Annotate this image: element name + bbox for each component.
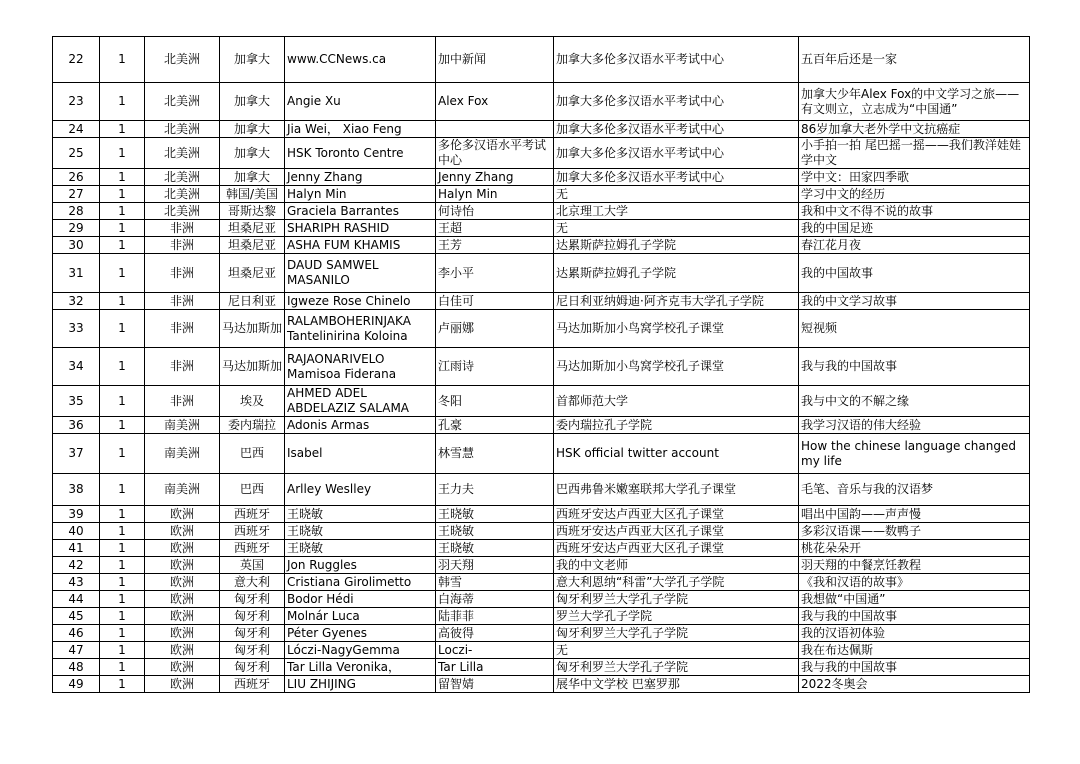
- row-number-cell: 48: [53, 659, 100, 676]
- author-cell: Angie Xu: [285, 83, 436, 121]
- country-cell: 匈牙利: [220, 625, 285, 642]
- table-row: [53, 474, 1030, 506]
- count-cell: 1: [100, 417, 145, 434]
- continent-cell: 欧洲: [145, 625, 220, 642]
- author-cell: HSK Toronto Centre: [285, 138, 436, 169]
- table-row: [53, 591, 1030, 608]
- work-title-cell: 我与我的中国故事: [799, 348, 1030, 386]
- row-number-cell: 32: [53, 293, 100, 310]
- author-cell: SHARIPH RASHID: [285, 220, 436, 237]
- country-cell: 英国: [220, 557, 285, 574]
- chinese-name-cell: 林雪慧: [436, 434, 554, 474]
- continent-cell: 欧洲: [145, 574, 220, 591]
- country-cell: 匈牙利: [220, 608, 285, 625]
- institution-cell: 西班牙安达卢西亚大区孔子课堂: [554, 506, 799, 523]
- continent-cell: 非洲: [145, 310, 220, 348]
- continent-cell: 欧洲: [145, 642, 220, 659]
- author-cell: RAJAONARIVELO Mamisoa Fiderana: [285, 348, 436, 386]
- country-cell: 韩国/美国: [220, 186, 285, 203]
- row-number-cell: 40: [53, 523, 100, 540]
- work-title-cell: 《我和汉语的故事》: [799, 574, 1030, 591]
- continent-cell: 北美洲: [145, 83, 220, 121]
- institution-cell: 达累斯萨拉姆孔子学院: [554, 237, 799, 254]
- continent-cell: 北美洲: [145, 37, 220, 83]
- table-row: [53, 237, 1030, 254]
- author-cell: Bodor Hédi: [285, 591, 436, 608]
- chinese-name-cell: [436, 121, 554, 138]
- continent-cell: 北美洲: [145, 186, 220, 203]
- table-row: [53, 121, 1030, 138]
- count-cell: 1: [100, 121, 145, 138]
- count-cell: 1: [100, 83, 145, 121]
- author-cell: Jia Wei， Xiao Feng: [285, 121, 436, 138]
- chinese-name-cell: 卢丽娜: [436, 310, 554, 348]
- country-cell: 哥斯达黎: [220, 203, 285, 220]
- table-row: [53, 434, 1030, 474]
- continent-cell: 欧洲: [145, 676, 220, 693]
- chinese-name-cell: 冬阳: [436, 386, 554, 417]
- author-cell: Halyn Min: [285, 186, 436, 203]
- chinese-name-cell: 王力夫: [436, 474, 554, 506]
- row-number-cell: 35: [53, 386, 100, 417]
- table-row: [53, 676, 1030, 693]
- work-title-cell: 羽天翔的中餐烹饪教程: [799, 557, 1030, 574]
- continent-cell: 欧洲: [145, 608, 220, 625]
- continent-cell: 南美洲: [145, 417, 220, 434]
- count-cell: 1: [100, 659, 145, 676]
- chinese-name-cell: 王芳: [436, 237, 554, 254]
- continent-cell: 非洲: [145, 237, 220, 254]
- table-row: [53, 254, 1030, 293]
- author-cell: RALAMBOHERINJAKA Tantelinirina Koloina: [285, 310, 436, 348]
- institution-cell: 西班牙安达卢西亚大区孔子课堂: [554, 540, 799, 557]
- work-title-cell: 春江花月夜: [799, 237, 1030, 254]
- count-cell: 1: [100, 186, 145, 203]
- count-cell: 1: [100, 574, 145, 591]
- institution-cell: 无: [554, 220, 799, 237]
- count-cell: 1: [100, 310, 145, 348]
- table-row: [53, 348, 1030, 386]
- country-cell: 西班牙: [220, 523, 285, 540]
- country-cell: 匈牙利: [220, 642, 285, 659]
- institution-cell: 我的中文老师: [554, 557, 799, 574]
- chinese-name-cell: 留智婧: [436, 676, 554, 693]
- country-cell: 加拿大: [220, 138, 285, 169]
- work-title-cell: 我的中国足迹: [799, 220, 1030, 237]
- count-cell: 1: [100, 523, 145, 540]
- institution-cell: 加拿大多伦多汉语水平考试中心: [554, 83, 799, 121]
- table-row: [53, 523, 1030, 540]
- chinese-name-cell: 王晓敏: [436, 506, 554, 523]
- row-number-cell: 44: [53, 591, 100, 608]
- country-cell: 坦桑尼亚: [220, 220, 285, 237]
- chinese-name-cell: 白佳可: [436, 293, 554, 310]
- count-cell: 1: [100, 37, 145, 83]
- institution-cell: 意大利恩纳“科雷”大学孔子学院: [554, 574, 799, 591]
- chinese-name-cell: 陆菲菲: [436, 608, 554, 625]
- institution-cell: 尼日利亚纳姆迪·阿齐克韦大学孔子学院: [554, 293, 799, 310]
- work-title-cell: 我与中文的不解之缘: [799, 386, 1030, 417]
- continent-cell: 欧洲: [145, 659, 220, 676]
- institution-cell: 无: [554, 186, 799, 203]
- work-title-cell: 我的汉语初体验: [799, 625, 1030, 642]
- institution-cell: 加拿大多伦多汉语水平考试中心: [554, 169, 799, 186]
- chinese-name-cell: Halyn Min: [436, 186, 554, 203]
- author-cell: AHMED ADEL ABDELAZIZ SALAMA: [285, 386, 436, 417]
- chinese-name-cell: 白海蒂: [436, 591, 554, 608]
- continent-cell: 欧洲: [145, 523, 220, 540]
- institution-cell: 加拿大多伦多汉语水平考试中心: [554, 37, 799, 83]
- row-number-cell: 38: [53, 474, 100, 506]
- count-cell: 1: [100, 138, 145, 169]
- author-cell: 王晓敏: [285, 506, 436, 523]
- table-row: [53, 540, 1030, 557]
- institution-cell: 北京理工大学: [554, 203, 799, 220]
- country-cell: 坦桑尼亚: [220, 254, 285, 293]
- institution-cell: 展华中文学校 巴塞罗那: [554, 676, 799, 693]
- chinese-name-cell: 多伦多汉语水平考试中心: [436, 138, 554, 169]
- chinese-name-cell: Jenny Zhang: [436, 169, 554, 186]
- table-row: [53, 557, 1030, 574]
- count-cell: 1: [100, 474, 145, 506]
- institution-cell: 加拿大多伦多汉语水平考试中心: [554, 121, 799, 138]
- country-cell: 埃及: [220, 386, 285, 417]
- chinese-name-cell: Loczi-: [436, 642, 554, 659]
- chinese-name-cell: 李小平: [436, 254, 554, 293]
- row-number-cell: 36: [53, 417, 100, 434]
- work-title-cell: How the chinese language changed my life: [799, 434, 1030, 474]
- author-cell: Jon Ruggles: [285, 557, 436, 574]
- country-cell: 匈牙利: [220, 659, 285, 676]
- count-cell: 1: [100, 506, 145, 523]
- author-cell: Tar Lilla Veronika，: [285, 659, 436, 676]
- continent-cell: 非洲: [145, 293, 220, 310]
- author-cell: Cristiana Girolimetto: [285, 574, 436, 591]
- table-row: [53, 37, 1030, 83]
- author-cell: www.CCNews.ca: [285, 37, 436, 83]
- institution-cell: 首都师范大学: [554, 386, 799, 417]
- author-cell: 王晓敏: [285, 523, 436, 540]
- institution-cell: 马达加斯加小鸟窝学校孔子课堂: [554, 348, 799, 386]
- country-cell: 匈牙利: [220, 591, 285, 608]
- author-cell: Isabel: [285, 434, 436, 474]
- row-number-cell: 34: [53, 348, 100, 386]
- work-title-cell: 唱出中国韵——声声慢: [799, 506, 1030, 523]
- count-cell: 1: [100, 254, 145, 293]
- continent-cell: 欧洲: [145, 540, 220, 557]
- country-cell: 巴西: [220, 474, 285, 506]
- row-number-cell: 42: [53, 557, 100, 574]
- continent-cell: 欧洲: [145, 557, 220, 574]
- work-title-cell: 我的中国故事: [799, 254, 1030, 293]
- row-number-cell: 41: [53, 540, 100, 557]
- author-cell: Adonis Armas: [285, 417, 436, 434]
- continent-cell: 北美洲: [145, 203, 220, 220]
- work-title-cell: 我与我的中国故事: [799, 608, 1030, 625]
- country-cell: 委内瑞拉: [220, 417, 285, 434]
- author-cell: LIU ZHIJING: [285, 676, 436, 693]
- entries-table: [52, 36, 1030, 693]
- row-number-cell: 25: [53, 138, 100, 169]
- table-row: [53, 186, 1030, 203]
- work-title-cell: 我在布达佩斯: [799, 642, 1030, 659]
- author-cell: 王晓敏: [285, 540, 436, 557]
- row-number-cell: 45: [53, 608, 100, 625]
- institution-cell: 马达加斯加小鸟窝学校孔子课堂: [554, 310, 799, 348]
- chinese-name-cell: Alex Fox: [436, 83, 554, 121]
- work-title-cell: 短视频: [799, 310, 1030, 348]
- count-cell: 1: [100, 642, 145, 659]
- count-cell: 1: [100, 625, 145, 642]
- author-cell: Jenny Zhang: [285, 169, 436, 186]
- institution-cell: 巴西弗鲁米嫩塞联邦大学孔子课堂: [554, 474, 799, 506]
- table-row: [53, 293, 1030, 310]
- work-title-cell: 我和中文不得不说的故事: [799, 203, 1030, 220]
- institution-cell: 匈牙利罗兰大学孔子学院: [554, 591, 799, 608]
- institution-cell: HSK official twitter account: [554, 434, 799, 474]
- work-title-cell: 我的中文学习故事: [799, 293, 1030, 310]
- count-cell: 1: [100, 434, 145, 474]
- chinese-name-cell: 孔豪: [436, 417, 554, 434]
- table-row: [53, 310, 1030, 348]
- institution-cell: 委内瑞拉孔子学院: [554, 417, 799, 434]
- chinese-name-cell: 江雨诗: [436, 348, 554, 386]
- table-row: [53, 608, 1030, 625]
- country-cell: 马达加斯加: [220, 310, 285, 348]
- chinese-name-cell: 何诗怡: [436, 203, 554, 220]
- count-cell: 1: [100, 608, 145, 625]
- work-title-cell: 五百年后还是一家: [799, 37, 1030, 83]
- institution-cell: 无: [554, 642, 799, 659]
- row-number-cell: 27: [53, 186, 100, 203]
- table-row: [53, 417, 1030, 434]
- work-title-cell: 我想做“中国通”: [799, 591, 1030, 608]
- author-cell: Arlley Weslley: [285, 474, 436, 506]
- table-row: [53, 220, 1030, 237]
- continent-cell: 非洲: [145, 220, 220, 237]
- row-number-cell: 24: [53, 121, 100, 138]
- table-row: [53, 83, 1030, 121]
- continent-cell: 南美洲: [145, 474, 220, 506]
- work-title-cell: 小手拍一拍 尾巴摇一摇——我们教洋娃娃学中文: [799, 138, 1030, 169]
- work-title-cell: 学中文：田家四季歌: [799, 169, 1030, 186]
- work-title-cell: 毛笔、音乐与我的汉语梦: [799, 474, 1030, 506]
- author-cell: DAUD SAMWEL MASANILO: [285, 254, 436, 293]
- author-cell: Péter Gyenes: [285, 625, 436, 642]
- country-cell: 意大利: [220, 574, 285, 591]
- continent-cell: 北美洲: [145, 121, 220, 138]
- country-cell: 加拿大: [220, 169, 285, 186]
- country-cell: 西班牙: [220, 506, 285, 523]
- continent-cell: 南美洲: [145, 434, 220, 474]
- row-number-cell: 39: [53, 506, 100, 523]
- author-cell: ASHA FUM KHAMIS: [285, 237, 436, 254]
- institution-cell: 匈牙利罗兰大学孔子学院: [554, 625, 799, 642]
- row-number-cell: 23: [53, 83, 100, 121]
- country-cell: 西班牙: [220, 676, 285, 693]
- country-cell: 尼日利亚: [220, 293, 285, 310]
- author-cell: Lóczi-NagyGemma: [285, 642, 436, 659]
- row-number-cell: 37: [53, 434, 100, 474]
- work-title-cell: 多彩汉语课——数鸭子: [799, 523, 1030, 540]
- table-body: [53, 37, 1030, 693]
- chinese-name-cell: 羽天翔: [436, 557, 554, 574]
- institution-cell: 西班牙安达卢西亚大区孔子课堂: [554, 523, 799, 540]
- institution-cell: 达累斯萨拉姆孔子学院: [554, 254, 799, 293]
- country-cell: 巴西: [220, 434, 285, 474]
- continent-cell: 非洲: [145, 348, 220, 386]
- chinese-name-cell: 王晓敏: [436, 540, 554, 557]
- continent-cell: 欧洲: [145, 591, 220, 608]
- country-cell: 西班牙: [220, 540, 285, 557]
- table-row: [53, 642, 1030, 659]
- table-row: [53, 138, 1030, 169]
- work-title-cell: 我与我的中国故事: [799, 659, 1030, 676]
- work-title-cell: 加拿大少年Alex Fox的中文学习之旅——有文则立，立志成为“中国通”: [799, 83, 1030, 121]
- chinese-name-cell: 韩雪: [436, 574, 554, 591]
- count-cell: 1: [100, 237, 145, 254]
- count-cell: 1: [100, 386, 145, 417]
- institution-cell: 加拿大多伦多汉语水平考试中心: [554, 138, 799, 169]
- count-cell: 1: [100, 203, 145, 220]
- table-row: [53, 203, 1030, 220]
- table-row: [53, 625, 1030, 642]
- row-number-cell: 49: [53, 676, 100, 693]
- country-cell: 坦桑尼亚: [220, 237, 285, 254]
- row-number-cell: 31: [53, 254, 100, 293]
- work-title-cell: 桃花朵朵开: [799, 540, 1030, 557]
- work-title-cell: 86岁加拿大老外学中文抗癌症: [799, 121, 1030, 138]
- institution-cell: 罗兰大学孔子学院: [554, 608, 799, 625]
- work-title-cell: 2022冬奥会: [799, 676, 1030, 693]
- count-cell: 1: [100, 293, 145, 310]
- continent-cell: 非洲: [145, 254, 220, 293]
- table-row: [53, 506, 1030, 523]
- continent-cell: 非洲: [145, 386, 220, 417]
- author-cell: Graciela Barrantes: [285, 203, 436, 220]
- row-number-cell: 28: [53, 203, 100, 220]
- institution-cell: 匈牙利罗兰大学孔子学院: [554, 659, 799, 676]
- row-number-cell: 43: [53, 574, 100, 591]
- country-cell: 加拿大: [220, 83, 285, 121]
- chinese-name-cell: 王晓敏: [436, 523, 554, 540]
- row-number-cell: 46: [53, 625, 100, 642]
- row-number-cell: 33: [53, 310, 100, 348]
- row-number-cell: 29: [53, 220, 100, 237]
- table-row: [53, 169, 1030, 186]
- chinese-name-cell: 王超: [436, 220, 554, 237]
- country-cell: 加拿大: [220, 37, 285, 83]
- count-cell: 1: [100, 557, 145, 574]
- count-cell: 1: [100, 676, 145, 693]
- work-title-cell: 学习中文的经历: [799, 186, 1030, 203]
- country-cell: 加拿大: [220, 121, 285, 138]
- chinese-name-cell: Tar Lilla: [436, 659, 554, 676]
- chinese-name-cell: 加中新闻: [436, 37, 554, 83]
- row-number-cell: 22: [53, 37, 100, 83]
- row-number-cell: 30: [53, 237, 100, 254]
- chinese-name-cell: 高彼得: [436, 625, 554, 642]
- row-number-cell: 47: [53, 642, 100, 659]
- count-cell: 1: [100, 220, 145, 237]
- table-row: [53, 659, 1030, 676]
- count-cell: 1: [100, 591, 145, 608]
- row-number-cell: 26: [53, 169, 100, 186]
- count-cell: 1: [100, 348, 145, 386]
- count-cell: 1: [100, 540, 145, 557]
- author-cell: Igweze Rose Chinelo: [285, 293, 436, 310]
- continent-cell: 北美洲: [145, 169, 220, 186]
- work-title-cell: 我学习汉语的伟大经验: [799, 417, 1030, 434]
- table-row: [53, 386, 1030, 417]
- continent-cell: 欧洲: [145, 506, 220, 523]
- country-cell: 马达加斯加: [220, 348, 285, 386]
- author-cell: Molnár Luca: [285, 608, 436, 625]
- continent-cell: 北美洲: [145, 138, 220, 169]
- count-cell: 1: [100, 169, 145, 186]
- table-row: [53, 574, 1030, 591]
